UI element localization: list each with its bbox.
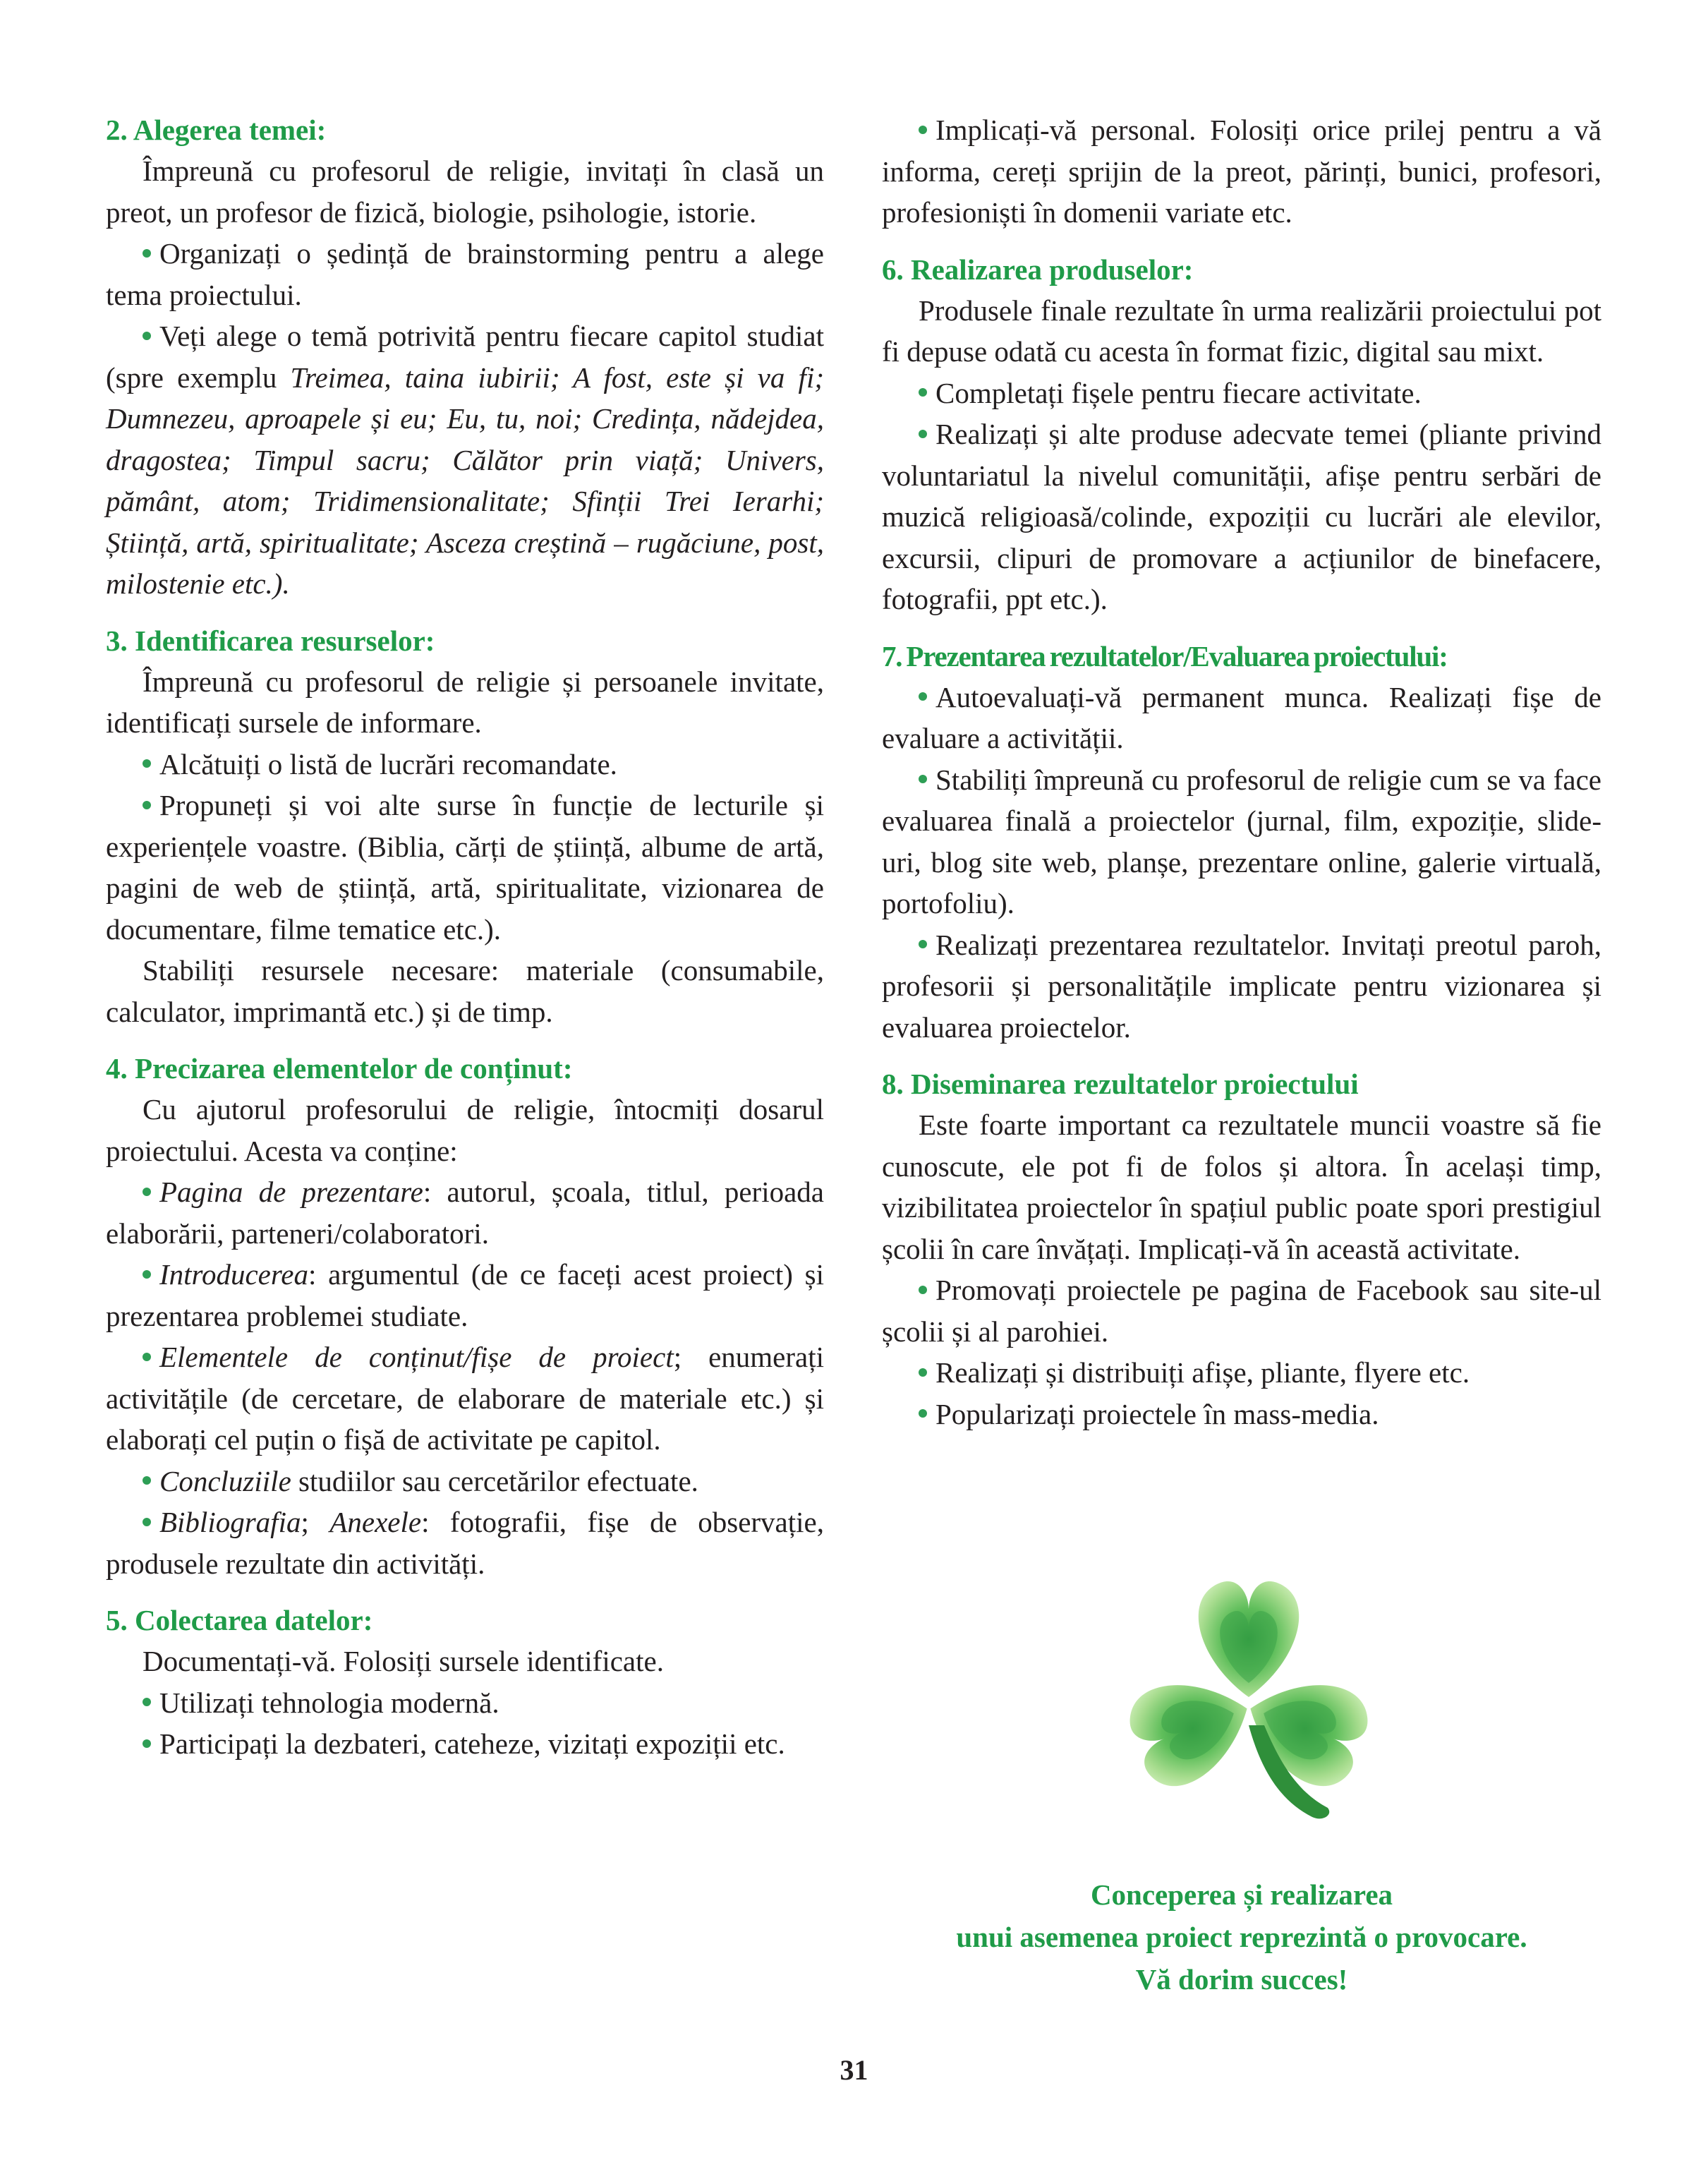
paragraph: Stabiliți resursele necesare: materiale (consumabile, calculator, imprimantă etc.) și de timp. [106, 954, 824, 1028]
bullet-item: Propuneți și voi alte surse în funcție de lecturile și experiențele voastre. (Biblia, cărți de știință, albume de artă, pagini de web de știință, artă, spiritualitate, vizionarea de documentare, filme tematice etc.). [106, 789, 824, 946]
section-heading: 7. Prezentarea rezultatelor/Evaluarea proiectului: [882, 639, 1448, 672]
bullet-item: Participați la dezbateri, cateheze, vizitați expoziții etc. [106, 1723, 824, 1765]
bullet-icon [143, 1476, 151, 1485]
closing-line: unui asemenea proiect reprezintă o provocare. [956, 1921, 1527, 1953]
bullet-icon [919, 388, 927, 397]
section-heading: 5. Colectarea datelor: [106, 1604, 373, 1636]
bullet-item: Pagina de prezentare: autorul, școala, titlul, perioada elaborării, parteneri/colaboratori. [106, 1176, 824, 1250]
bullet-icon [143, 1188, 151, 1196]
section-heading: 2. Alegerea temei: [106, 114, 327, 146]
bullet-item: Autoevaluați-vă permanent munca. Realizați fișe de evaluare a activității. [882, 680, 1601, 754]
closing-line: Conceperea și realizarea [1090, 1878, 1393, 1911]
clover-leaves [1121, 1581, 1376, 1795]
bullet-icon [143, 1698, 151, 1706]
bullet-item: Alcătuiți o listă de lucrări recomandate. [106, 744, 824, 785]
bullet-icon [143, 1739, 151, 1748]
bullet-item: Promovați proiectele pe pagina de Facebook sau site-ul școlii și al parohiei. [882, 1274, 1601, 1348]
bullet-icon [143, 249, 151, 258]
bullet-icon [919, 430, 927, 438]
bullet-icon [919, 775, 927, 783]
bullet-icon [143, 801, 151, 809]
bullet-item: Stabiliți împreună cu profesorul de religie cum se va face evaluarea finală a proiectelor (jurnal, film, expoziție, slide-uri, blog site web, planșe, prezentare online, galerie virtuală, portofoliu). [882, 763, 1601, 919]
bullet-icon [919, 1409, 927, 1418]
paragraph: Cu ajutorul profesorului de religie, întocmiți dosarul proiectului. Acesta va conține: [106, 1093, 824, 1167]
bullet-item: Bibliografia; Anexele: fotografii, fișe de observație, produsele rezultate din activități. [106, 1506, 824, 1580]
section-data-collection-continued [882, 109, 1601, 234]
section-heading: 3. Identificarea resurselor: [106, 624, 435, 657]
section-data-collection [106, 1600, 824, 1765]
bullet-item: Organizați o ședință de brainstorming pentru a alege tema proiectului. [106, 237, 824, 311]
bullet-item: Veți alege o temă potrivită pentru fiecare capitol studiat (spre exemplu Treimea, taina iubirii; A fost, este și va fi; Dumnezeu, aproapele și eu; Eu, tu, noi; Credința, nădejdea, dragostea; Timpul sacru; Călător prin viață; Univers, pământ, atom; Tridimensionalitate; Sfinții Trei Ierarhi; Știință, artă, spiritualitate; Asceza creștină – rugăciune, post, milostenie etc.). [106, 320, 824, 600]
bullet-item: Realizați și distribuiți afișe, pliante, flyere etc. [882, 1352, 1601, 1394]
bullet-item: Popularizați proiectele în mass-media. [882, 1394, 1601, 1435]
bullet-icon [919, 692, 927, 701]
bullet-icon [919, 1286, 927, 1294]
closing-message [882, 1873, 1601, 2000]
paragraph: Documentați-vă. Folosiți sursele identificate. [143, 1645, 664, 1677]
section-content-elements [106, 1048, 824, 1584]
closing-line: Vă dorim succes! [1135, 1963, 1348, 1996]
paragraph: Împreună cu profesorul de religie, invitați în clasă un preot, un profesor de fizică, biologie, psihologie, istorie. [106, 155, 824, 229]
paragraph: Este foarte important ca rezultatele muncii voastre să fie cunoscute, ele pot fi de folos și altora. În același timp, vizibilitatea proiectelor în spațiul public poate spori prestigiul școlii în care învățați. Implicați-vă în această activitate. [882, 1109, 1601, 1265]
right-column [882, 109, 1601, 1450]
section-heading: 4. Precizarea elementelor de conținut: [106, 1052, 573, 1085]
bullet-item: Utilizați tehnologia modernă. [106, 1682, 824, 1724]
section-heading: 6. Realizarea produselor: [882, 253, 1194, 286]
section-heading: 8. Diseminarea rezultatelor proiectului [882, 1068, 1359, 1100]
section-choose-theme [106, 109, 824, 605]
bullet-item: Realizați și alte produse adecvate temei (pliante privind voluntariatul la nivelul comunității, afișe pentru serbări de muzică religioasă/colinde, expoziții cu lucrări ale elevilor, excursii, clipuri de promovare a acțiunilor de binefacere, fotografii, ppt etc.). [882, 418, 1601, 615]
bullet-icon [919, 126, 927, 134]
section-presentation-evaluation [882, 636, 1601, 1049]
section-identify-resources [106, 620, 824, 1033]
section-dissemination [882, 1063, 1601, 1435]
bullet-item: Elementele de conținut/fișe de proiect; enumerați activitățile (de cercetare, de elaborare de materiale etc.) și elaborați cel puțin o fișă de activitate pe capitol. [106, 1341, 825, 1456]
bullet-icon [143, 1270, 151, 1279]
bullet-item: Realizați prezentarea rezultatelor. Invitați preotul paroh, profesorii și personalitățile implicate pentru vizionarea și evaluarea proiectelor. [882, 928, 1601, 1044]
paragraph: Produsele finale rezultate în urma realizării proiectului pot fi depuse odată cu acesta în format fizic, digital sau mixt. [882, 294, 1601, 368]
bullet-icon [143, 332, 151, 340]
bullet-item: Concluziile studiilor sau cercetărilor efectuate. [106, 1461, 824, 1502]
bullet-icon [919, 940, 927, 948]
section-products [882, 249, 1601, 620]
paragraph: Împreună cu profesorul de religie și persoanele invitate, identificați sursele de informare. [106, 665, 824, 739]
bullet-item: Introducerea: argumentul (de ce faceți acest proiect) și prezentarea problemei studiate. [106, 1258, 824, 1332]
bullet-icon [919, 1368, 927, 1377]
bullet-item: Implicați-vă personal. Folosiți orice prilej pentru a vă informa, cereți sprijin de la preot, părinți, bunici, profesori, profesioniști în domenii variate etc. [882, 114, 1601, 229]
left-column [106, 109, 824, 1780]
bullet-item: Completați fișele pentru fiecare activitate. [882, 373, 1601, 414]
shamrock-clover-icon [1079, 1552, 1418, 1863]
bullet-icon [143, 759, 151, 768]
bullet-icon [143, 1353, 151, 1361]
bullet-icon [143, 1518, 151, 1526]
page-number: 31 [840, 2054, 868, 2086]
